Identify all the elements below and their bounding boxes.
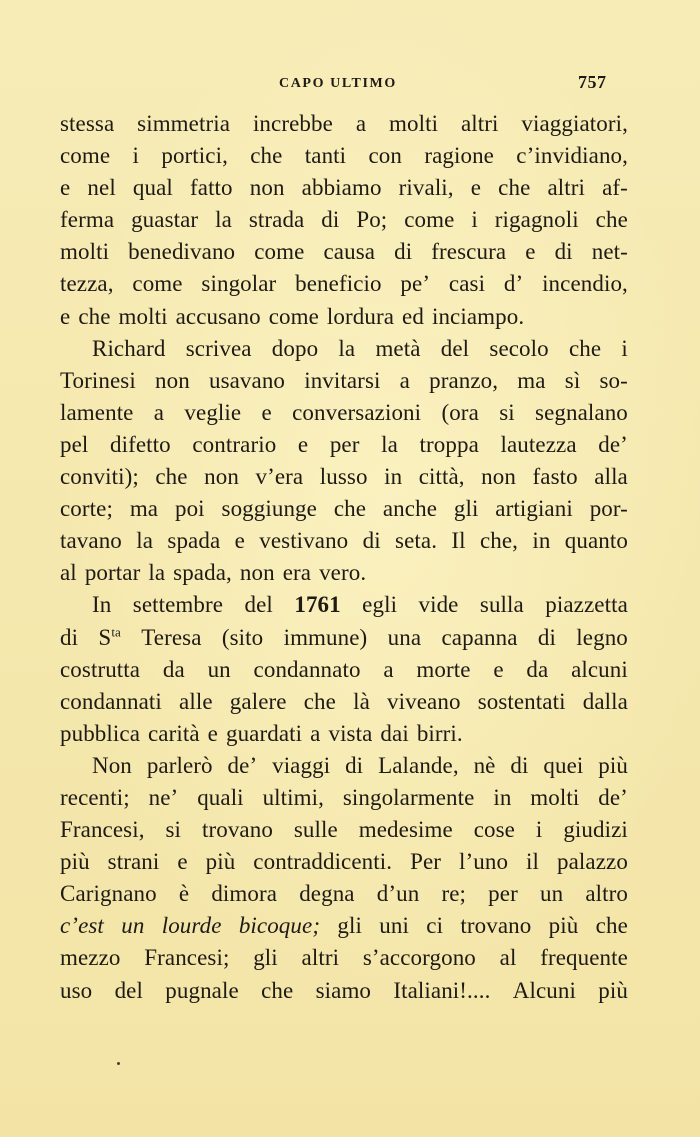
word: si [165,817,182,843]
word: de’ [227,752,258,778]
word: de’ [598,784,628,810]
word: (ora [441,399,479,425]
word: benedivano [128,239,236,265]
word: giudizi [563,817,628,843]
word: veglie [184,399,242,425]
word: Lalande, [378,752,459,778]
text-line [60,978,628,1010]
word: uni [379,913,409,939]
word: altri [547,175,586,201]
word: una [387,624,422,650]
word: gli [453,496,479,522]
word: dopo [271,335,319,361]
word: fasto [532,464,578,490]
word: palazzo [557,849,628,875]
word: alcuni [571,656,628,682]
word: più [60,849,90,875]
word: portici, [161,143,228,169]
word: viaggi [272,752,331,778]
word: immune) [283,624,368,650]
word: come [254,239,305,265]
word: artigiani [495,496,573,522]
text-line [60,143,628,175]
word: di [394,239,413,265]
word: più [598,977,628,1003]
word: che [333,496,367,522]
word: portar [84,560,141,586]
word: non [249,175,285,201]
word: non [155,367,190,393]
word: costrutta [60,656,141,682]
word: c’est [60,913,104,939]
text-line [60,881,628,913]
word: ferma [60,207,115,233]
word: quanto [564,528,628,554]
word: tanti [304,143,347,169]
word: gli [337,913,362,939]
word: i [535,817,543,843]
word: Richard [92,335,166,361]
word: e [470,175,482,201]
text-line [60,817,628,849]
word: ma [517,367,546,393]
word: Italiani!.... [393,977,491,1003]
word: ragione [424,143,494,169]
word: anche [382,496,438,522]
text-line [60,400,628,432]
ink-speck [117,1062,120,1065]
text-line [60,785,628,817]
word: e [261,399,272,425]
word: molti [389,111,439,136]
word: e [60,303,71,329]
word: de’ [598,431,628,457]
text-line [60,432,628,464]
word: un [539,881,564,907]
word: come [268,303,319,329]
word: città, [418,464,465,490]
word: mezzo [60,945,121,971]
word: poi [174,496,205,522]
word: d’ [503,271,524,297]
word: e [493,656,504,682]
word: cose [473,817,515,843]
word: usavano [208,367,286,393]
word: di [60,624,79,650]
word: non [204,464,239,490]
word: re; [441,881,467,907]
word: gli [253,945,278,971]
word: di [510,752,529,778]
word: uso [60,977,93,1003]
text-line [60,625,628,657]
text-line [60,336,628,368]
word: al [60,560,77,586]
word: l’uno [459,849,509,875]
word: casi [448,271,486,297]
word: pranzo, [429,367,499,393]
word: capanna [441,624,518,650]
word: trovano [460,913,532,939]
word: Po; [356,207,388,233]
word: secolo [489,335,549,361]
word: è [178,881,190,907]
word: di [554,239,573,265]
word: difetto [110,431,171,457]
word: pugnale [165,977,239,1003]
word: accusano [175,303,261,329]
text-line [60,849,628,881]
word: ma [129,496,159,522]
word: Torinesi [60,367,136,393]
word: v’era [255,464,304,490]
word: spada [167,528,221,554]
word: che, [479,528,519,554]
word: un [207,656,231,682]
word: Francesi; [144,945,230,971]
word: increbbe [252,111,333,136]
word: s’accorgono [362,945,476,971]
word: non [239,560,275,586]
text-line [60,368,628,400]
word: per [488,881,518,907]
word: legno [576,624,628,650]
word: strani [107,849,160,875]
word: ed [402,303,424,329]
word: a [383,656,394,682]
word: viveano [387,688,461,714]
word: i [471,207,478,233]
word: so- [599,367,628,393]
text-line [60,464,628,496]
word: (sito [221,624,264,650]
word: lamente [60,399,134,425]
word: vide [418,592,459,618]
word: il [526,849,540,875]
word: condannato [253,656,361,682]
word: molti [118,303,168,329]
word: di [537,624,556,650]
word: in [384,464,403,490]
word: trovano [201,817,273,843]
word: era [282,560,312,586]
word: tezza, [60,271,114,297]
word: al [499,945,517,971]
text-line [60,175,628,207]
word: birri. [416,720,463,746]
word: siamo [315,977,372,1003]
word: a [355,111,367,136]
word: stessa [60,111,115,136]
word: contrario [192,431,277,457]
running-title: CAPO ULTIMO [279,76,397,91]
word: lordura [326,303,395,329]
word: altri [301,945,340,971]
word: per [329,431,360,457]
word: e [60,175,71,201]
text-line [60,657,628,689]
word: inciampo. [431,303,525,329]
text-line [60,239,628,271]
word: contraddicenti. [253,849,393,875]
word: Il [451,528,466,554]
word: d’un [376,881,420,907]
word: guastar [131,207,199,233]
word: di [362,528,381,554]
word: Non [92,752,132,778]
word: di [321,207,340,233]
page-number: 757 [578,72,607,92]
word: lautezza [500,431,577,457]
word: e [177,849,188,875]
word: e [207,720,218,746]
word: che [568,335,602,361]
text-line [60,560,628,592]
word: nè [473,752,496,778]
word: in [532,528,551,554]
text-line [60,304,628,336]
body-text [60,111,628,1010]
text-line [60,721,628,753]
word: lusso [319,464,368,490]
word: parlerò [146,752,213,778]
word: Alcuni [512,977,576,1003]
word: ultimi, [262,784,324,810]
word: quali [197,784,244,810]
word: che [498,175,531,201]
word: altro [585,881,628,907]
text-line [60,913,628,945]
word: Francesi, [60,817,145,843]
word: si [499,399,515,425]
word: là [353,688,370,714]
word: recenti; [60,784,130,810]
text-line [60,271,628,303]
word: conversazioni [292,399,422,425]
word: bicoque; [238,913,321,939]
word: singolarmente [342,784,475,810]
word: carità [148,720,200,746]
word: medesime [358,817,453,843]
word: incendio, [542,271,628,297]
word: la [381,431,398,457]
word: la [338,335,356,361]
word: che [261,977,294,1003]
word: egli [362,592,398,618]
word: rivali, [398,175,454,201]
word: beneficio [295,271,382,297]
word: pubblica [60,720,140,746]
word: fatto [190,175,233,201]
word: viaggiatori, [521,111,628,136]
word: la [148,560,166,586]
word: che [250,143,283,169]
word: net- [591,239,628,265]
word: dimora [211,881,278,907]
word: simmetria [137,111,231,136]
word: af- [602,175,628,201]
word: condannati [60,688,162,714]
word: troppa [419,431,479,457]
word: a [310,720,321,746]
word: più [598,752,628,778]
word: come [404,207,455,233]
word: vista [328,720,373,746]
word: che [595,207,628,233]
word: che [78,303,111,329]
word: lourde [161,913,222,939]
word: c’invidiano, [516,143,628,169]
word: Teresa [141,624,202,650]
word: sì [564,367,581,393]
word: più [205,849,236,875]
word: che [303,688,336,714]
word: seta. [395,528,438,554]
word: scrivea [185,335,252,361]
word: a [399,367,410,393]
word: quei [543,752,584,778]
word: e [234,528,245,554]
text-line [60,753,628,785]
running-header [0,72,700,96]
text-line [60,496,628,528]
word: vero. [319,560,367,586]
word: 1761 [294,592,341,618]
word: soggiunge [221,496,317,522]
word: ne’ [148,784,179,810]
word: morte [416,656,471,682]
word: molti [530,784,580,810]
word: corte; [60,496,113,522]
word: del [440,335,470,361]
word: i [132,143,140,169]
word: altri [460,111,499,136]
word: la [136,528,154,554]
text-line [60,689,628,721]
word: da [526,656,549,682]
word: che [595,913,628,939]
word: come [60,143,111,169]
word: settembre [132,592,224,618]
word: In [92,592,112,618]
text-line [60,592,628,624]
word: invitarsi [304,367,381,393]
word: conviti); [60,464,139,490]
word: dalla [582,688,628,714]
word: strada [248,207,305,233]
word: e [297,431,309,457]
word: come [132,271,183,297]
word: a [153,399,165,425]
word: abbiamo [301,175,382,201]
word: del [244,592,273,618]
word: frescura [431,239,507,265]
word: Per [410,849,442,875]
word: galere [229,688,287,714]
word: che [155,464,188,490]
word: tavano [60,528,122,554]
word: sulla [479,592,524,618]
word: singolar [201,271,277,297]
word: la [215,207,232,233]
word: i [621,335,628,361]
text-line [60,207,628,239]
word: da [162,656,185,682]
word: metà [375,335,421,361]
word: pel [60,431,89,457]
word: nel [87,175,116,201]
word: piazzetta [545,592,628,618]
word-base: S [98,624,112,650]
word: frequente [540,945,628,971]
text-line [60,945,628,977]
word: ci [426,913,444,939]
text-line [60,111,628,143]
word: un [121,913,145,939]
word [98,625,121,651]
word: sulle [293,817,338,843]
word: por- [589,496,628,522]
word: con [368,143,402,169]
word: spada, [173,560,232,586]
word: del [114,977,143,1003]
word: causa [323,239,376,265]
word: rigagnoli [494,207,579,233]
word: di [345,752,364,778]
word: guardati [225,720,303,746]
word: non [481,464,516,490]
word: molti [60,239,110,265]
word: e [525,239,536,265]
superscript: ta [111,623,121,639]
word: pe’ [400,271,431,297]
word: Carignano [60,881,157,907]
word: in [493,784,512,810]
word: alla [594,464,628,490]
word: qual [132,175,173,201]
text-line [60,528,628,560]
word: più [548,913,579,939]
word: dai [380,720,409,746]
word: degna [299,881,355,907]
word: sostentati [477,688,566,714]
word: alle [179,688,213,714]
word: segnalano [535,399,628,425]
word: vestivano [259,528,349,554]
